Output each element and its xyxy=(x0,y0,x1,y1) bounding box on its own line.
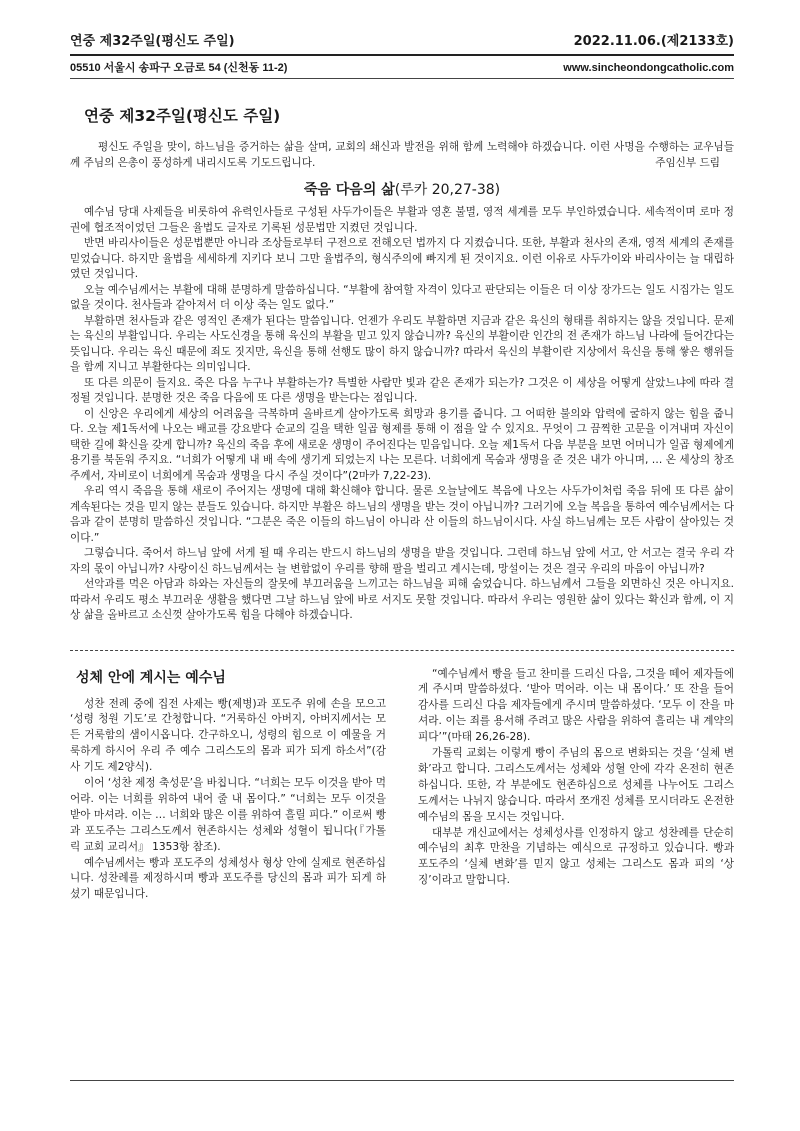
sermon-title-text: 죽음 다음의 삶 xyxy=(303,182,395,198)
sermon-paragraph: 이 신앙은 우리에게 세상의 어려움을 극복하며 올바르게 살아가도록 희망과 용기를 줍니다. 그 어떠한 불의와 압력에 굴하지 않는 힘을 줍니다. 오늘 제1독서에 나오는 배교를 강요받다 순교의 길을 택한 일곱 형제를 통해 이 점을 알 수 있지요. 무엇이 그 끔찍한 고문을 이겨내며 자신이 택한 길에 확신을 갖게 합니까? 육신의 죽음 후에 새로운 생명이 주어진다는 믿음입니다. 오늘 제1독서 다음 부분을 보면 어머니가 일곱 형제에게 용기를 북돋워 주지요. “너희가 어떻게 내 배 속에 생기게 되었는지 나는 모른다. 너희에게 목숨과 생명을 준 것은 내가 아니며, … 온 세상의 창조주께서, 자비로이 너희에게 목숨과 생명을 다시 주실 것이다”(2마카 7,22-23). xyxy=(70,407,734,482)
article-left-column xyxy=(70,667,386,904)
sermon-paragraph: 그렇습니다. 죽어서 하느님 앞에 서게 될 때 우리는 반드시 하느님의 생명을 받을 것입니다. 그런데 하느님 앞에 서고, 안 서고는 결국 우리 각자의 몫이 아닙니까? 사랑이신 하느님께서는 늘 변함없이 우리를 향해 팔을 벌리고 계시는데, 망설이는 것은 결국 우리의 마음이 아닙니까? xyxy=(70,547,734,575)
header-rule-thin xyxy=(70,78,734,79)
header-title: 연중 제32주일(평신도 주일) xyxy=(70,34,235,49)
header-date: 2022.11.06.(제2133호) xyxy=(573,34,734,49)
sermon-paragraph: 우리 역시 죽음을 통해 새로이 주어지는 생명에 대해 확신해야 합니다. 물론 오늘날에도 복음에 나오는 사두가이처럼 죽음 뒤에 또 다른 삶이 계속된다는 것을 믿지 않는 분들도 있습니다. 하지만 부활은 하느님의 생명을 받는 것이 아닙니까? 그러기에 오늘 복음을 통하여 예수님께서는 다음과 같이 분명히 말씀하신 것입니다. “그분은 죽은 이들의 하느님이 아니라 산 이들의 하느님이시다. 사실 하느님께는 모든 사람이 살아있는 것이다.” xyxy=(70,485,734,544)
intro-paragraph xyxy=(70,140,734,171)
article-paragraph: 대부분 개신교에서는 성체성사를 인정하지 않고 성찬례를 단순히 예수님의 최후 만찬을 기념하는 예식으로 규정하고 있습니다. 빵과 포도주의 ‘실체 변화’를 믿지 않고 성체는 그리스도 몸과 피의 ‘상징’이라고 말합니다. xyxy=(418,826,734,887)
article-paragraph: 이어 ‘성찬 제정 축성문’을 바칩니다. “너희는 모두 이것을 받아 먹어라. 이는 너희를 위하여 내어 줄 내 몸이다.” “너희는 모두 이것을 받아 마셔라. 이는 … 너희와 많은 이를 위하여 흘릴 피다.” 이로써 빵과 포도주는 그리스도께서 현존하시는 성체와 성혈이 됩니다(『가톨릭 교회 교리서』 1353항 참조). xyxy=(70,777,386,853)
article-right-column xyxy=(418,667,734,904)
sermon-reference: (루카 20,27-38) xyxy=(394,182,501,198)
intro-signature: 주임신부 드림 xyxy=(655,156,720,169)
sermon-paragraph: 또 다른 의문이 들지요. 죽은 다음 누구나 부활하는가? 특별한 사람만 빛과 같은 존재가 되는가? 그것은 이 세상을 어떻게 살았느냐에 따라 결정될 것입니다. 분명한 것은 죽음 다음에 또 다른 생명을 받는다는 점입니다. xyxy=(70,376,734,404)
sermon-paragraph: 부활하면 천사들과 같은 영적인 존재가 된다는 말씀입니다. 언젠가 우리도 부활하면 지금과 같은 육신의 형태를 취하지는 않을 것입니다. 문제는 육신의 부활입니다. 우리는 사도신경을 통해 육신의 부활을 믿고 있지 않습니까? 육신의 부활이란 인간의 전 존재가 하느님 나라에 들어간다는 뜻입니다. 우리는 육신 때문에 죄도 짓지만, 육신을 통해 선행도 많이 하지 않습니까? 따라서 육신의 부활이란 지상에서 육신을 통해 쌓은 행위들을 함께 지니고 부활한다는 의미입니다. xyxy=(70,314,734,373)
article-paragraph: 성찬 전례 중에 집전 사제는 빵(제병)과 포도주 위에 손을 모으고 ‘성령 청원 기도’로 간청합니다. “거룩하신 아버지, 아버지께서는 모든 거룩함의 샘이시옵니다. 간구하오니, 성령의 힘으로 이 예물을 거룩하게 하시어 우리 주 예수 그리스도의 몸과 피가 되게 하소서”(감사 기도 제2양식). xyxy=(70,697,386,774)
sermon-paragraph: 반면 바리사이들은 성문법뿐만 아니라 조상들로부터 구전으로 전해오던 법까지 다 지켰습니다. 또한, 부활과 천사의 존재, 영적 세계의 존재를 믿었습니다. 하지만 율법을 세세하게 지키다 보니 그만 율법주의, 형식주의에 빠지게 된 것이지요. 이런 이유로 사두가이와 바리사이는 늘 대립하였던 것입니다. xyxy=(70,237,734,280)
header-address: 05510 서울시 송파구 오금로 54 (신천동 11-2) xyxy=(70,62,288,74)
header-website[interactable]: www.sincheondongcatholic.com xyxy=(563,62,734,74)
article-paragraph: “예수님께서 빵을 들고 찬미를 드리신 다음, 그것을 떼어 제자들에게 주시며 말씀하셨다. ‘받아 먹어라. 이는 내 몸이다.’ 또 잔을 들어 감사를 드리신 다음 제자들에게 주시며 말씀하셨다. ‘모두 이 잔을 마셔라. 이는 죄를 용서해 주려고 많은 사람을 위하여 흘리는 내 계약의 피다’”(마태 26,26-28). xyxy=(418,667,734,744)
main-title: 연중 제32주일(평신도 주일) xyxy=(84,107,281,125)
sermon-body xyxy=(70,205,734,624)
bulletin-page xyxy=(70,30,734,903)
article-title: 성체 안에 계시는 예수님 xyxy=(76,669,226,686)
header-rule-thick xyxy=(70,54,734,56)
sermon-title xyxy=(70,179,734,199)
intro-text: 평신도 주일을 맞이, 하느님을 증거하는 삶을 살며, 교회의 쇄신과 발전을 위해 함께 노력해야 하겠습니다. 이런 사명을 수행하는 교우님들께 주님의 은총이 풍성하게 내리시도록 기도드립니다. xyxy=(70,141,734,169)
sermon-paragraph: 오늘 예수님께서는 부활에 대해 분명하게 말씀하십니다. “부활에 참여할 자격이 있다고 판단되는 이들은 더 이상 장가드는 일도 시집가는 일도 없을 것이다. 천사들과 같아져서 더 이상 죽는 일도 없다.” xyxy=(70,283,734,311)
sermon-paragraph: 선악과를 먹은 아담과 하와는 자신들의 잘못에 부끄러움을 느끼고는 하느님을 피해 숨었습니다. 하느님께서 그들을 외면하신 것은 아니지요. 따라서 우리도 평소 부끄러운 생활을 했다면 그날 하느님 앞에 바로 서지도 못할 것입니다. 따라서 우리는 영원한 삶이 있다는 확신과 함께, 이 지상 삶을 올바르고 소신껏 살아가도록 힘을 다해야 하겠습니다. xyxy=(70,578,734,621)
article-paragraph: 가톨릭 교회는 이렇게 빵이 주님의 몸으로 변화되는 것을 ‘실체 변화’라고 합니다. 그리스도께서는 성체와 성혈 안에 각각 온전히 현존하십니다. 또한, 각 부분에도 현존하심으로 성체를 나누어도 그리스도께서는 나뉘지 않습니다. 따라서 쪼개진 성체를 모시더라도 온전한 예수님의 몸을 모시는 것입니다. xyxy=(418,747,734,823)
header-top xyxy=(70,30,734,51)
header-sub xyxy=(70,59,734,75)
article-paragraph: 예수님께서는 빵과 포도주의 성체성사 형상 안에 실제로 현존하십니다. 성찬례를 제정하시며 빵과 포도주를 당신의 몸과 피가 되게 하셨기 때문입니다. xyxy=(70,856,386,901)
article-columns xyxy=(70,667,734,904)
sermon-paragraph: 예수님 당대 사제들을 비롯하여 유력인사들로 구성된 사두가이들은 부활과 영혼 불멸, 영적 세계를 모두 부인하였습니다. 세속적이며 로마 정권에 협조적이었던 그들은 율법도 글자로 기록된 성문법만 지켰던 것입니다. xyxy=(70,206,734,234)
section-divider xyxy=(70,650,734,651)
footer-rule xyxy=(70,1080,734,1081)
